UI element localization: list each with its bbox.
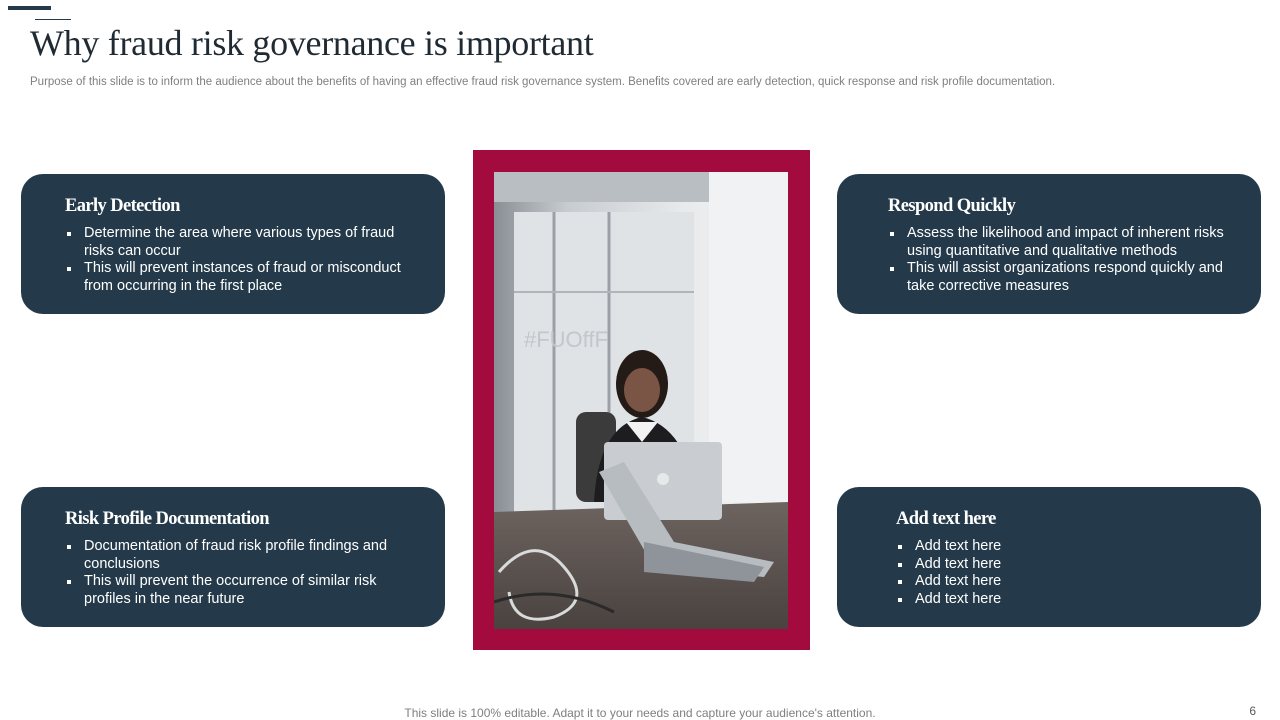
office-meeting-photo	[494, 172, 788, 629]
accent-bar	[8, 6, 51, 10]
accent-line	[35, 19, 71, 20]
photo-frame	[473, 150, 810, 650]
page-number: 6	[1249, 704, 1256, 718]
card-title: Add text here	[896, 509, 996, 529]
bullet-list	[888, 225, 1231, 295]
bullet-item: Add text here	[896, 556, 1231, 574]
page-subtitle: Purpose of this slide is to inform the audience about the benefits of having an effective fraud risk governance system. Benefits covered are early detection, quick response and risk profile documentation.	[30, 76, 1056, 88]
bullet-item: This will prevent the occurrence of similar risk profiles in the near future	[65, 573, 415, 608]
card-title: Early Detection	[65, 196, 180, 216]
risk-profile-documentation-card	[21, 487, 445, 627]
bullet-list	[65, 225, 415, 295]
bullet-item: Documentation of fraud risk profile findings and conclusions	[65, 538, 415, 573]
bullet-item: This will prevent instances of fraud or misconduct from occurring in the first place	[65, 260, 415, 295]
card-title: Risk Profile Documentation	[65, 509, 269, 529]
bullet-list	[896, 538, 1231, 608]
footer-note: This slide is 100% editable. Adapt it to your needs and capture your audience's attention.	[404, 706, 876, 720]
add-text-card	[837, 487, 1261, 627]
early-detection-card	[21, 174, 445, 314]
bullet-item: Add text here	[896, 538, 1231, 556]
bullet-item: Add text here	[896, 591, 1231, 609]
card-title: Respond Quickly	[888, 196, 1016, 216]
bullet-list	[65, 538, 415, 608]
bullet-item: This will assist organizations respond quickly and take corrective measures	[888, 260, 1231, 295]
bullet-item: Determine the area where various types of fraud risks can occur	[65, 225, 415, 260]
respond-quickly-card	[837, 174, 1261, 314]
bullet-item: Add text here	[896, 573, 1231, 591]
page-title: Why fraud risk governance is important	[30, 23, 594, 63]
bullet-item: Assess the likelihood and impact of inherent risks using quantitative and qualitative methods	[888, 225, 1231, 260]
svg-text:#FUOffF: #FUOffF	[524, 327, 608, 352]
